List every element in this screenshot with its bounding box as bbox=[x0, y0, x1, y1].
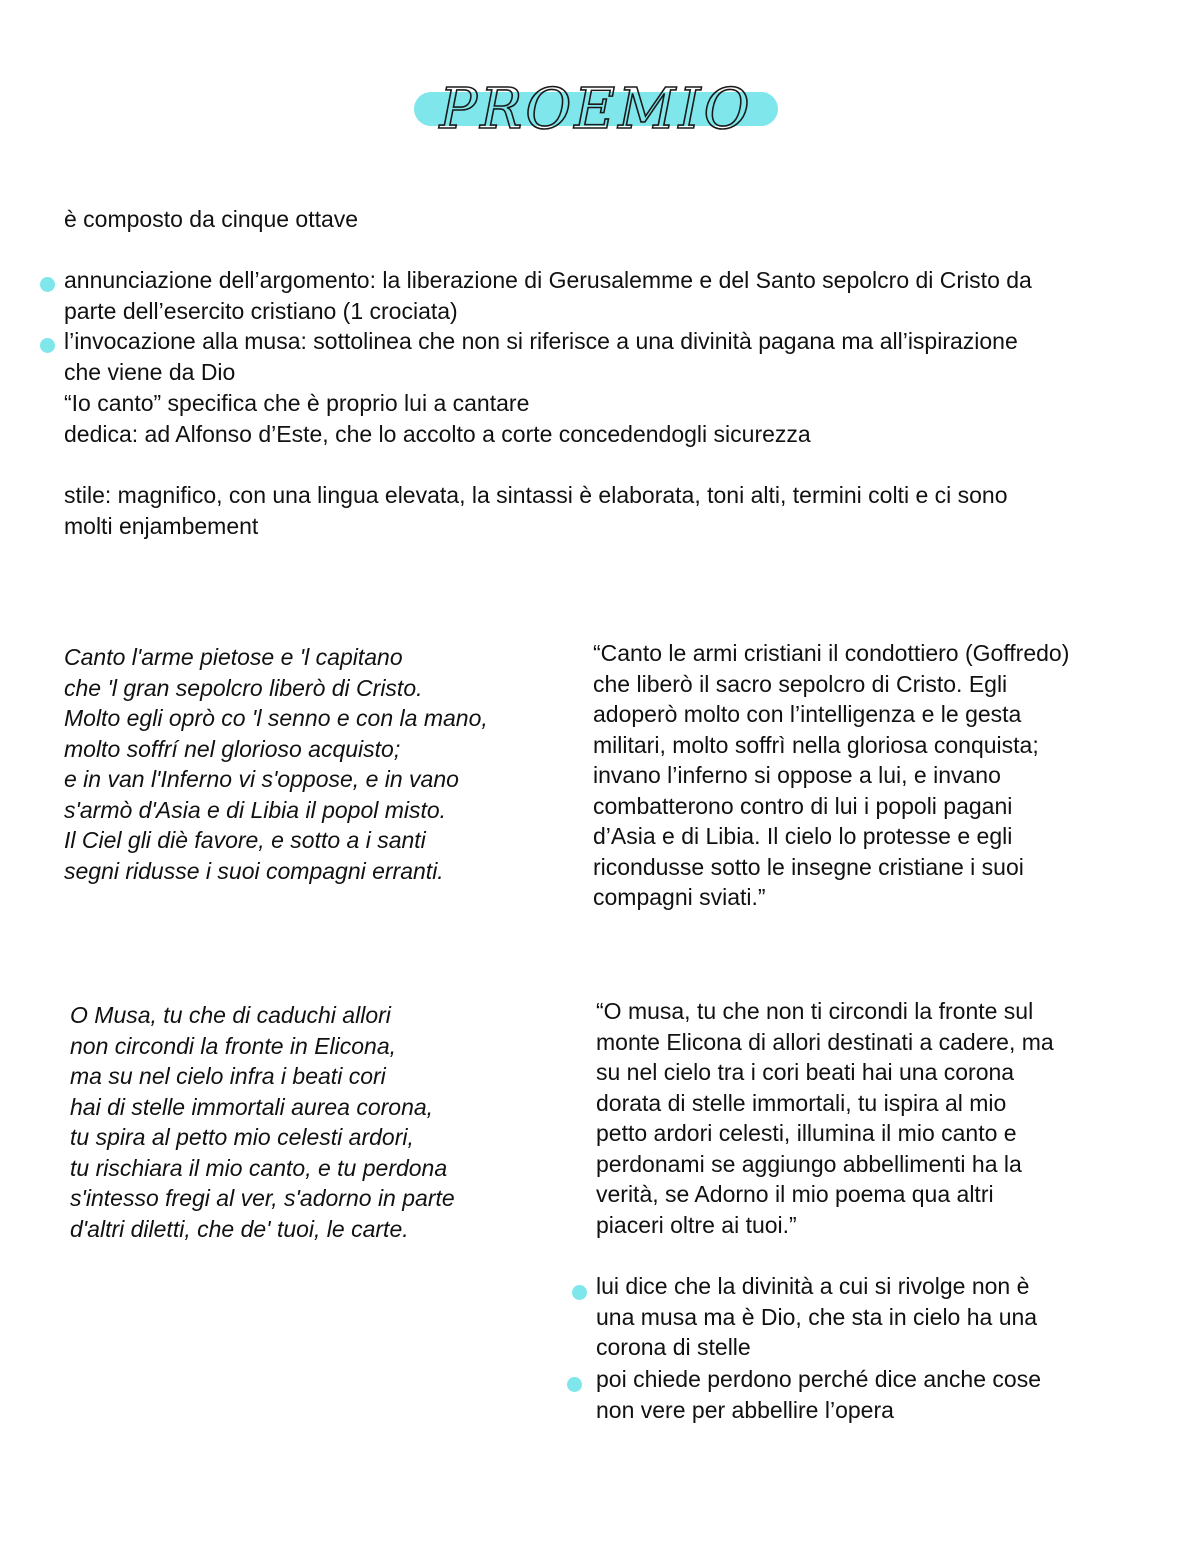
paraphrase-line: compagni sviati.” bbox=[593, 884, 766, 910]
paraphrase-line: verità, se Adorno il mio poema qua altri bbox=[596, 1181, 994, 1207]
paraphrase-line: dorata di stelle immortali, tu ispira al mio bbox=[596, 1089, 1007, 1116]
bullet-dot-icon bbox=[572, 1285, 587, 1300]
page-title: PROEMIO bbox=[439, 77, 753, 142]
verse-line: tu rischiara il mio canto, e tu perdona bbox=[70, 1154, 448, 1181]
bullet-2-line-1: l’invocazione alla musa: sottolinea che non si riferisce a una divinità pagana ma all’ispirazione bbox=[64, 328, 1018, 354]
verse-line: s'armò d'Asia e di Libia il popol misto. bbox=[64, 796, 447, 823]
comment-line: corona di stelle bbox=[596, 1334, 751, 1360]
paraphrase-line: perdonami se aggiungo abbellimenti ha la bbox=[596, 1150, 1022, 1177]
paraphrase-line: che liberò il sacro sepolcro di Cristo. Egli bbox=[593, 670, 1008, 697]
paraphrase-line: monte Elicona di allori destinati a cadere, ma bbox=[596, 1028, 1054, 1055]
stanza-1-paraphrase bbox=[593, 638, 1069, 913]
comment-1 bbox=[596, 1271, 1037, 1363]
paraphrase-line: combatterono contro di lui i popoli pagani bbox=[593, 792, 1013, 819]
stanza-2-paraphrase bbox=[596, 996, 1054, 1240]
bullet-2-line-2: che viene da Dio bbox=[64, 359, 236, 385]
paraphrase-line: su nel cielo tra i cori beati hai una corona bbox=[596, 1059, 1015, 1085]
style-note-line-2: molti enjambement bbox=[64, 513, 259, 539]
paraphrase-line: “O musa, tu che non ti circondi la fronte sul bbox=[596, 998, 1034, 1024]
paraphrase-line: petto ardori celesti, illumina il mio canto e bbox=[596, 1120, 1017, 1146]
comment-2 bbox=[596, 1364, 1041, 1425]
verse-line: O Musa, tu che di caduchi allori bbox=[70, 1002, 391, 1028]
note-io-canto: “Io canto” specifica che è proprio lui a cantare bbox=[64, 390, 530, 416]
verse-line: che 'l gran sepolcro liberò di Cristo. bbox=[64, 674, 423, 701]
stanza-2-original bbox=[70, 1000, 455, 1244]
verse-line: non circondi la fronte in Elicona, bbox=[70, 1032, 397, 1059]
note-dedica: dedica: ad Alfonso d’Este, che lo accolto a corte concedendogli sicurezza bbox=[64, 421, 811, 447]
comment-line: una musa ma è Dio, che sta in cielo ha una bbox=[596, 1303, 1038, 1330]
paraphrase-line: invano l’inferno si oppose a lui, e invano bbox=[593, 762, 1001, 788]
bullet-1-line-2: parte dell’esercito cristiano (1 crociata) bbox=[64, 298, 458, 324]
verse-line: segni ridusse i suoi compagni erranti. bbox=[64, 857, 444, 884]
verse-line: d'altri diletti, che de' tuoi, le carte. bbox=[70, 1215, 409, 1242]
bullet-dot-icon bbox=[40, 277, 55, 292]
verse-line: e in van l'Inferno vi s'oppose, e in vano bbox=[64, 766, 459, 792]
paraphrase-line: piaceri oltre ai tuoi.” bbox=[596, 1211, 797, 1238]
comment-line: non vere per abbellire l’opera bbox=[596, 1396, 894, 1423]
paraphrase-line: “Canto le armi cristiani il condottiero (Goffredo) bbox=[593, 640, 1070, 666]
verse-line: ma su nel cielo infra i beati cori bbox=[70, 1063, 386, 1089]
stanza-1-original bbox=[64, 642, 488, 886]
paraphrase-line: adoperò molto con l’intelligenza e le gesta bbox=[593, 701, 1022, 727]
verse-line: Molto egli oprò co 'l senno e con la mano, bbox=[64, 705, 488, 731]
comment-line: poi chiede perdono perché dice anche cose bbox=[596, 1366, 1041, 1392]
verse-line: molto soffrí nel glorioso acquisto; bbox=[64, 735, 401, 762]
paraphrase-line: militari, molto soffrì nella gloriosa conquista; bbox=[593, 731, 1039, 758]
comment-line: lui dice che la divinità a cui si rivolge non è bbox=[596, 1273, 1030, 1299]
verse-line: hai di stelle immortali aurea corona, bbox=[70, 1093, 434, 1120]
paraphrase-line: ricondusse sotto le insegne cristiane i suoi bbox=[593, 853, 1024, 880]
verse-line: Canto l'arme pietose e 'l capitano bbox=[64, 644, 403, 670]
bullet-1-line-1: annunciazione dell’argomento: la liberazione di Gerusalemme e del Santo sepolcro di Cristo da bbox=[64, 267, 1032, 293]
verse-line: s'intesso fregi al ver, s'adorno in parte bbox=[70, 1185, 455, 1211]
paraphrase-line: d’Asia e di Libia. Il cielo lo protesse e egli bbox=[593, 823, 1013, 849]
verse-line: tu spira al petto mio celesti ardori, bbox=[70, 1124, 414, 1150]
intro-text: è composto da cinque ottave bbox=[64, 206, 359, 232]
bullet-dot-icon bbox=[567, 1377, 582, 1392]
verse-line: Il Ciel gli diè favore, e sotto a i santi bbox=[64, 827, 426, 853]
style-note-line-1: stile: magnifico, con una lingua elevata, la sintassi è elaborata, toni alti, termini colti e ci sono bbox=[64, 482, 1008, 508]
bullet-dot-icon bbox=[40, 338, 55, 353]
